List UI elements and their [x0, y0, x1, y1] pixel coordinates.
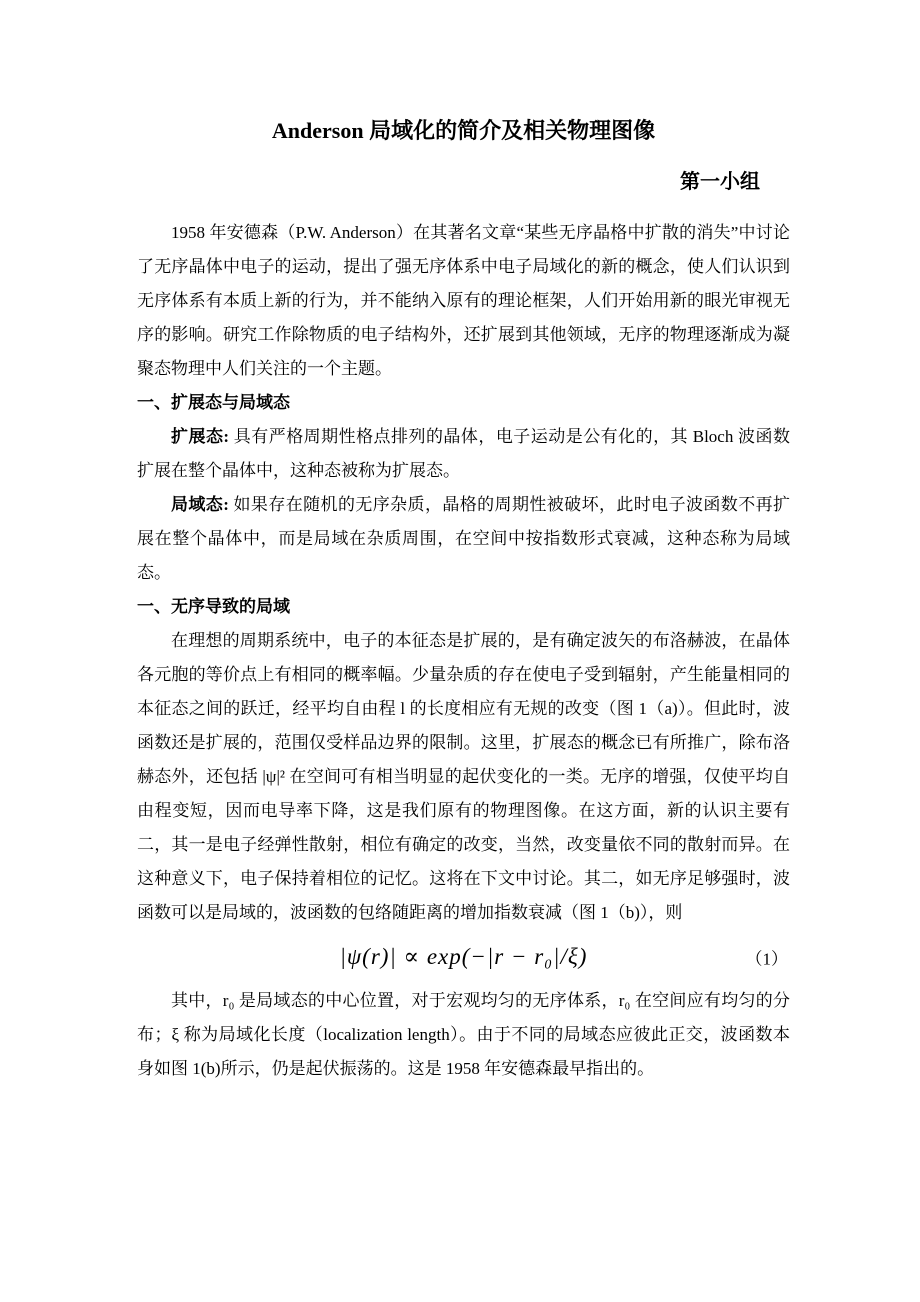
localized-state-text: 如果存在随机的无序杂质，晶格的周期性被破坏，此时电子波函数不再扩展在整个晶体中，而是局域在杂质周围，在空间中按指数形式衰减，这种态称为局域态。 [137, 495, 790, 582]
equation-number: （1） [745, 949, 788, 969]
extended-state-text: 具有严格周期性格点排列的晶体，电子运动是公有化的，其 Bloch 波函数扩展在整个晶体中，这种态被称为扩展态。 [137, 427, 790, 480]
intro-paragraph: 1958 年安德森（P.W. Anderson）在其著名文章“某些无序晶格中扩散的消失”中讨论了无序晶体中电子的运动，提出了强无序体系中电子局域化的新的概念，使人们认识到无序体系有本质上新的行为，并不能纳入原有的理论框架，人们开始用新的眼光审视无序的影响。研究工作除物质的电子结构外，还扩展到其他领域，无序的物理逐渐成为凝聚态物理中人们关注的一个主题。 [137, 223, 790, 378]
closing-paragraph: 其中，r₀ 是局域态的中心位置，对于宏观均匀的无序体系，r₀ 在空间应有均匀的分布；ξ 称为局域化长度（localization length）。由于不同的局域态应彼此正交，波函数本身如图 1(b)所示，仍是起伏振荡的。这是 1958 年安德森最早指出的。 [137, 991, 790, 1078]
disorder-paragraph: 在理想的周期系统中，电子的本征态是扩展的，是有确定波矢的布洛赫波，在晶体各元胞的等价点上有相同的概率幅。少量杂质的存在使电子受到辐射，产生能量相同的本征态之间的跃迁，经平均自由程 l 的长度相应有无规的改变（图 1（a)）。但此时，波函数还是扩展的，范围仅受样品边界的限制。这里，扩展态的概念已有所推广，除布洛赫态外，还包括 |ψ|² 在空间可有相当明显的起伏变化的一类。无序的增强，仅使平均自由程变短，因而电导率下降，这是我们原有的物理图像。在这方面，新的认识主要有二，其一是电子经弹性散射，相位有确定的改变，当然，改变量依不同的散射而异。在这种意义下，电子保持着相位的记忆。这将在下文中讨论。其二，如无序足够强时，波函数可以是局域的，波函数的包络随距离的增加指数衰减（图 1（b)），则 [137, 631, 790, 922]
extended-state-paragraph [137, 420, 790, 488]
localized-state-term: 局域态: [171, 495, 229, 514]
section-heading-disorder: 一、无序导致的局域 [137, 597, 290, 616]
equation-1: |ψ(r)| ∝ exp(−|r − r₀|/ξ) [339, 944, 588, 969]
equation-row [137, 930, 790, 984]
extended-state-term: 扩展态: [171, 427, 230, 446]
document-title: Anderson 局域化的简介及相关物理图像 [271, 118, 656, 143]
author-line: 第一小组 [680, 171, 760, 193]
localized-state-paragraph [137, 488, 790, 590]
section-heading-states: 一、扩展态与局域态 [137, 393, 290, 412]
